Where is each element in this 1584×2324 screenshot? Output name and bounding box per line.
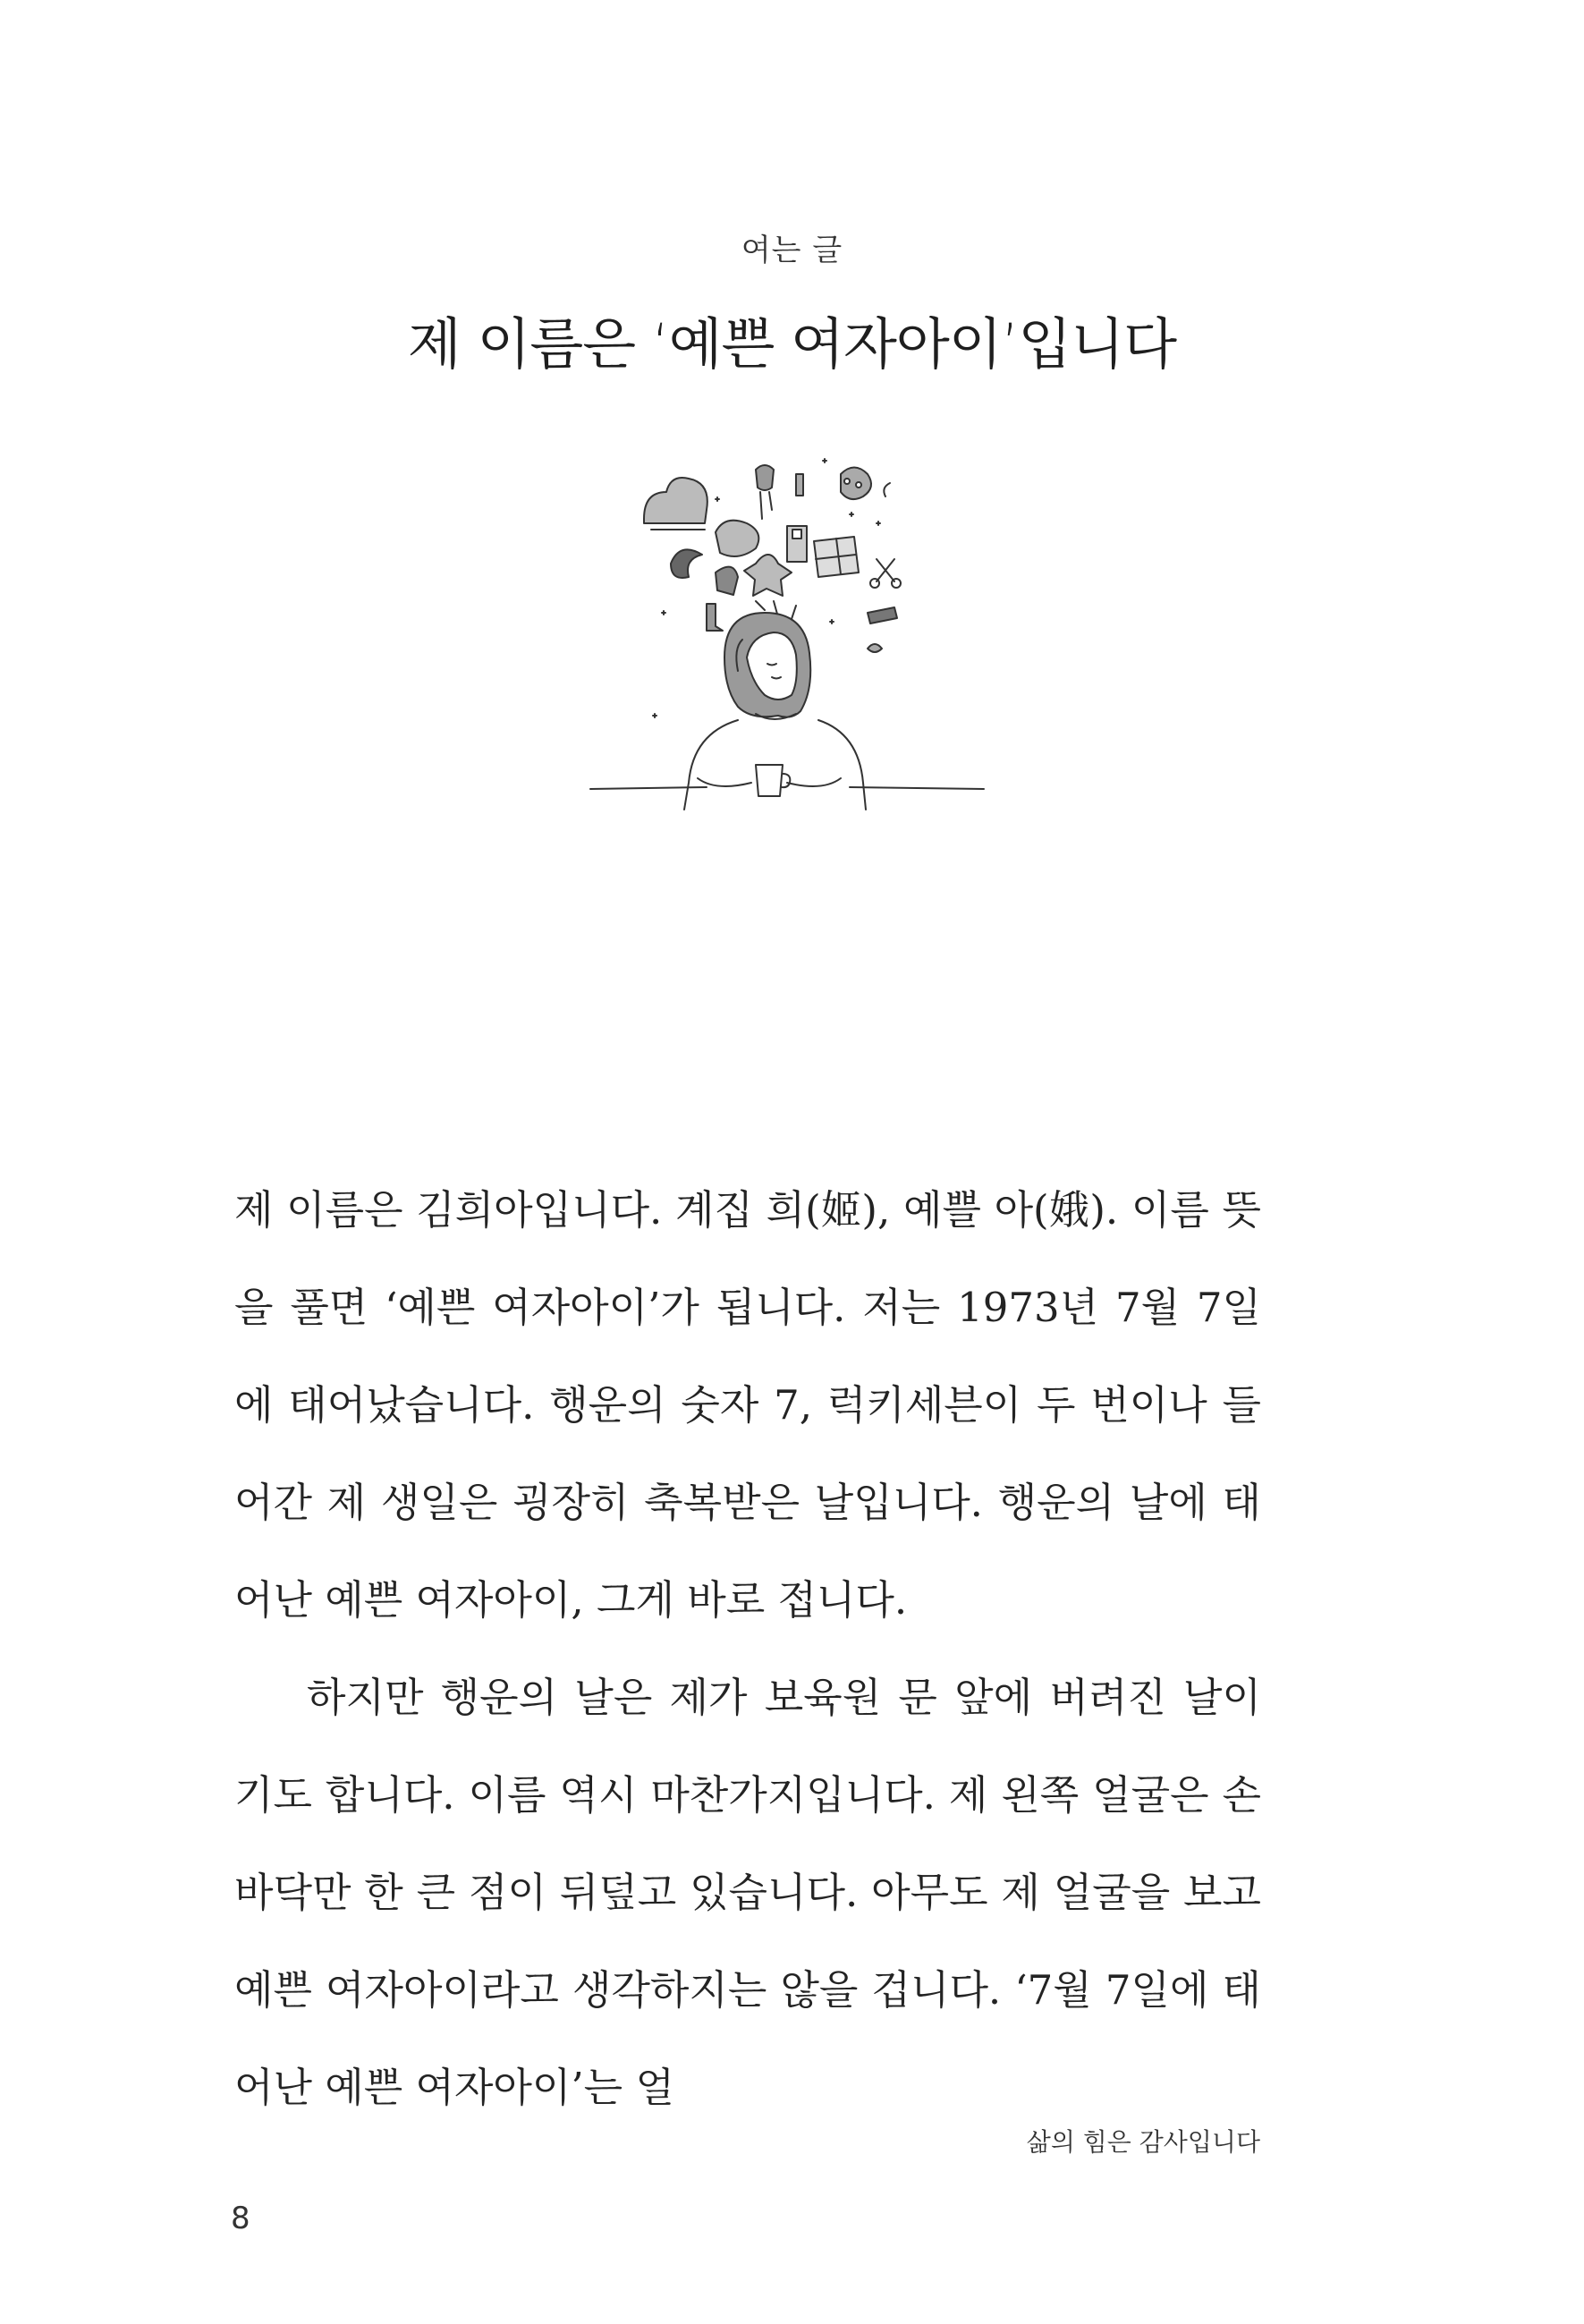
- body-text: [234, 1161, 1261, 2136]
- running-title: 삶의 힘은 감사입니다: [1026, 2127, 1260, 2157]
- chapter-title: 제 이름은 ‘예쁜 여자아이’입니다: [407, 311, 1177, 377]
- woman-daydreaming-with-cup-illustration: [581, 429, 993, 814]
- section-label: 여는 글: [741, 233, 843, 268]
- body-paragraph-2: 하지만 행운의 날은 제가 보육원 문 앞에 버려진 날이기도 합니다. 이름 역시 마찬가지입니다. 제 왼쪽 얼굴은 손바닥만 한 큰 점이 뒤덮고 있습니다. 아무도 제 얼굴을 보고 예쁜 여자아이라고 생각하지는 않을 겁니다. ‘7월 7일에 태어난 예쁜 여자아이’는 얼: [234, 1674, 1261, 2111]
- page-number: 8: [231, 2201, 250, 2236]
- body-paragraph-1: 제 이름은 김희아입니다. 계집 희(姬), 예쁠 아(娥). 이름 뜻을 풀면 ‘예쁜 여자아이’가 됩니다. 저는 1973년 7월 7일에 태어났습니다. 행운의 숫자 7, 럭키세븐이 두 번이나 들어간 제 생일은 굉장히 축복받은 날입니다. 행운의 날에 태어난 예쁜 여자아이, 그게 바로 접니다.: [234, 1186, 1261, 1624]
